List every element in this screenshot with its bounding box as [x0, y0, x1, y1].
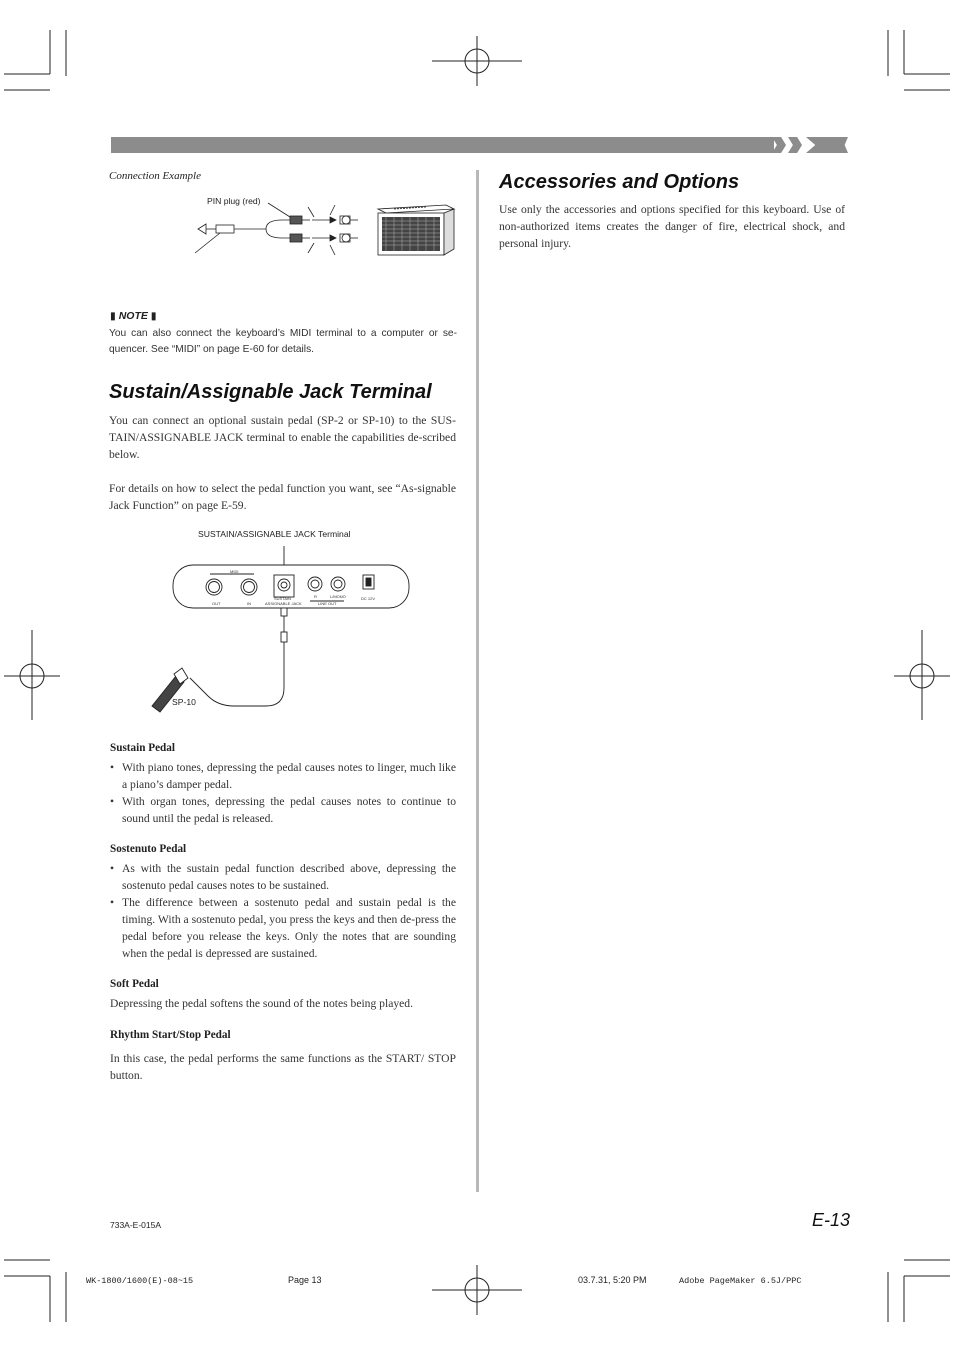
document-code: 733A-E-015A — [110, 1220, 162, 1230]
terminal-label: SUSTAIN/ASSIGNABLE JACK Terminal — [198, 529, 351, 539]
connection-diagram — [190, 195, 465, 265]
list-item: • As with the sustain pedal function described above, depressing the sostenuto pedal causes notes to be sustained. — [110, 860, 456, 894]
pin-plug-label: PIN plug (red) — [207, 196, 261, 206]
rhythm-pedal-text: In this case, the pedal performs the same functions as the START/ STOP button. — [110, 1052, 456, 1082]
midi-in-label: IN — [247, 601, 251, 606]
slug-app: Adobe PageMaker 6.5J/PPC — [679, 1276, 802, 1286]
line-out-r-label: R — [314, 594, 317, 599]
slug-date: 03.7.31, 5:20 PM — [578, 1275, 647, 1285]
slug-page: Page 13 — [288, 1275, 322, 1285]
list-item: • With piano tones, depressing the pedal causes notes to linger, much like a piano’s damper pedal. — [110, 759, 456, 793]
note-heading-text: NOTE — [118, 310, 148, 322]
dc-in-label: DC 12V — [361, 596, 376, 601]
note-heading — [110, 310, 157, 322]
line-out-label: LINE OUT — [318, 601, 337, 606]
slug-file: WK-1800/1600(E)-08~15 — [86, 1276, 194, 1286]
sustain-jack-label: SUSTAIN — [274, 596, 292, 601]
midi-out-label: OUT — [212, 601, 221, 606]
note-text: You can also connect the keyboard’s MIDI terminal to a computer or se-quencer. See “MIDI” on page E-60 for details. — [109, 328, 457, 355]
midi-label: MIDI — [230, 569, 239, 574]
line-out-lmono-label: L/MONO — [330, 594, 346, 599]
list-item: • With organ tones, depressing the pedal causes notes to continue to sound until the pedal is released. — [110, 793, 456, 827]
sostenuto-pedal-list — [110, 860, 456, 962]
soft-pedal-text: Depressing the pedal softens the sound of the notes being played. — [110, 997, 413, 1010]
pedal-label: SP-10 — [172, 697, 196, 707]
connection-example-label: Connection Example — [109, 170, 201, 182]
rhythm-pedal-heading: Rhythm Start/Stop Pedal — [110, 1029, 231, 1041]
sostenuto-pedal-heading: Sostenuto Pedal — [110, 843, 187, 855]
assignable-jack-label: ASSIGNABLE JACK — [265, 601, 302, 606]
accessories-title: Accessories and Options — [499, 171, 740, 193]
accessories-text: Use only the accessories and options specified for this keyboard. Use of non-authorized items creates the danger of fire, electrical shock, and personal injury. — [499, 203, 845, 250]
sustain-para-1: You can connect an optional sustain pedal (SP-2 or SP-10) to the SUS-TAIN/ASSIGNABLE JACK terminal to enable the capabilities de-scribed below. — [109, 414, 456, 461]
page-number: E-13 — [812, 1210, 851, 1230]
header-band — [111, 137, 774, 153]
note-marker: ▮ — [110, 310, 119, 322]
sustain-pedal-list — [110, 759, 456, 827]
list-item: • The difference between a sostenuto pedal and sustain pedal is the timing. With a sostenuto pedal, you press the keys and then de-press the pedal before you release the keys. Only the notes that are sounding when the pedal is depressed are sustained. — [110, 894, 456, 962]
sustain-section-title: Sustain/Assignable Jack Terminal — [109, 381, 432, 403]
note-marker: ▮ — [147, 310, 157, 322]
sustain-para-2: For details on how to select the pedal function you want, see “As-signable Jack Function” on page E-59. — [109, 482, 456, 512]
soft-pedal-heading: Soft Pedal — [110, 978, 159, 990]
column-divider — [476, 170, 479, 1192]
jack-panel-diagram — [150, 538, 420, 718]
sustain-pedal-heading: Sustain Pedal — [110, 742, 175, 754]
